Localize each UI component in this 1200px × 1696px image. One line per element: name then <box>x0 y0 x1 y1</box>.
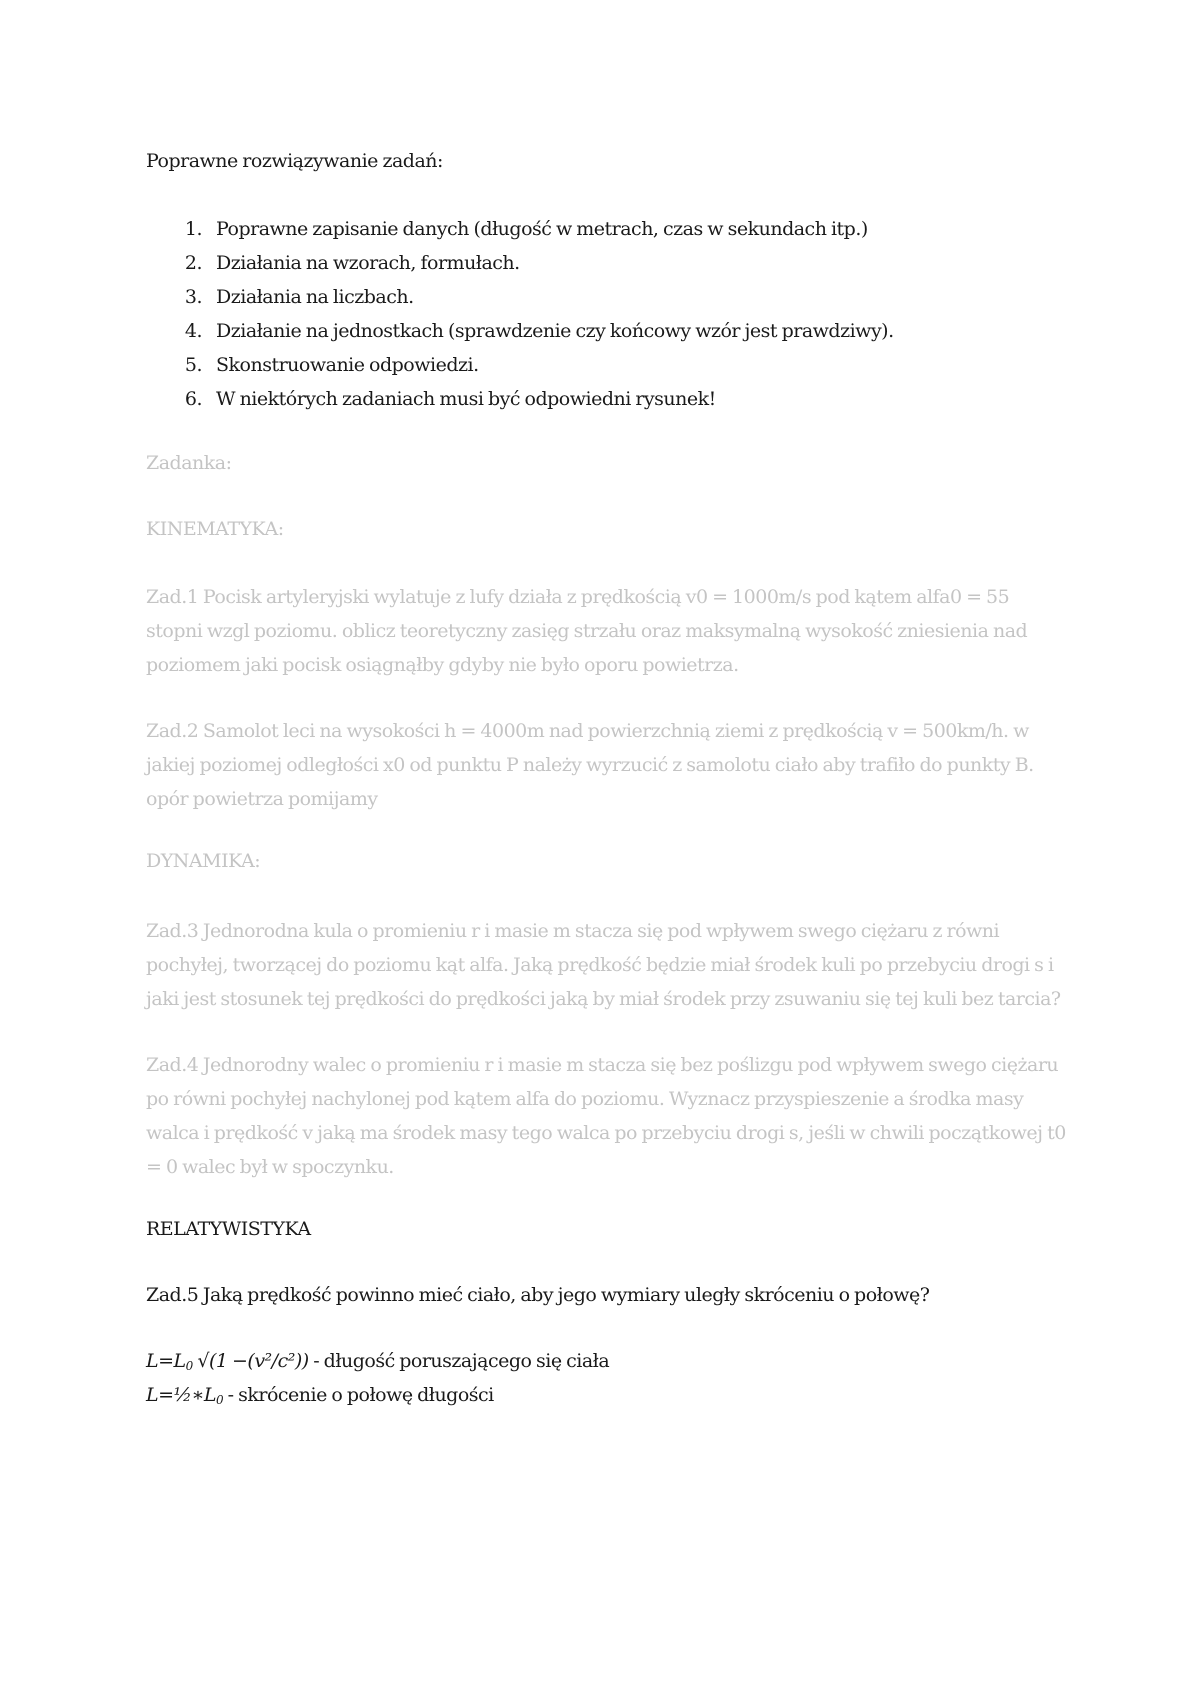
zad1-paragraph: Zad.1 Pocisk artyleryjski wylatuje z lufy działa z prędkością v0 = 1000m/s pod kątem alfa0 = 55 stopni wzgl poziomu. oblicz teoretyczny zasięg strzału oraz maksymalną wysokość zniesienia nad poziomem jaki pocisk osiągnąłby gdyby nie było oporu powietrza. <box>146 586 1028 676</box>
list-item: 6. W niektórych zadaniach musi być odpowiedni rysunek! <box>184 388 716 410</box>
formula-math: √(1 −(v²/c²)) <box>192 1350 309 1372</box>
list-item: 4. Działanie na jednostkach (sprawdzenie czy końcowy wzór jest prawdziwy). <box>184 320 894 342</box>
zadanka-label: Zadanka: <box>146 452 232 474</box>
relatywistyka-heading: RELATYWISTYKA <box>146 1218 311 1240</box>
zad3-paragraph: Zad.3 Jednorodna kula o promieniu r i masie m stacza się pod wpływem swego ciężaru z równi pochyłej, tworzącej do poziomu kąt alfa. Jaką prędkość będzie miał środek kuli po przebyciu drogi s i jaki jest stosunek tej prędkości do prędkości jaką by miał środek przy zsuwaniu się tej kuli bez tarcia? <box>146 920 1061 1010</box>
formula-subscript: 0 <box>185 1359 193 1373</box>
dynamika-heading: DYNAMIKA: <box>146 850 261 872</box>
list-item: 1. Poprawne zapisanie danych (długość w metrach, czas w sekundach itp.) <box>184 218 868 240</box>
formula-subscript: 0 <box>215 1393 224 1407</box>
list-item: 5. Skonstruowanie odpowiedzi. <box>184 354 479 376</box>
list-item: 3. Działania na liczbach. <box>184 286 414 308</box>
formula-math: L=L <box>146 1350 186 1372</box>
zad4-paragraph: Zad.4 Jednorodny walec o promieniu r i masie m stacza się bez poślizgu pod wpływem swego ciężaru po równi pochyłej nachylonej pod kątem alfa do poziomu. Wyznacz przyspieszenie a środka masy walca i prędkość v jaką ma środek masy tego walca po przebyciu drogi s, jeśli w chwili początkowej t0 = 0 walec był w spoczynku. <box>146 1054 1066 1178</box>
formula-half-length <box>146 1384 494 1407</box>
section-heading: Poprawne rozwiązywanie zadań: <box>146 150 443 172</box>
zad2-paragraph: Zad.2 Samolot leci na wysokości h = 4000m nad powierzchnią ziemi z prędkością v = 500km/h. w jakiej poziomej odległości x0 od punktu P należy wyrzucić z samolotu ciało aby trafiło do punkty B. opór powietrza pomijamy <box>146 720 1034 810</box>
zad5-paragraph: Zad.5 Jaką prędkość powinno mieć ciało, aby jego wymiary uległy skróceniu o połowę? <box>146 1284 930 1306</box>
formula-description: - skrócenie o połowę długości <box>223 1384 494 1406</box>
formula-description: - długość poruszającego się ciała <box>308 1350 610 1372</box>
formula-length-moving <box>146 1350 609 1373</box>
list-item: 2. Działania na wzorach, formułach. <box>184 252 520 274</box>
steps-list <box>146 212 894 416</box>
formula-math: L=½∗L <box>146 1384 216 1406</box>
kinematyka-heading: KINEMATYKA: <box>146 518 284 540</box>
